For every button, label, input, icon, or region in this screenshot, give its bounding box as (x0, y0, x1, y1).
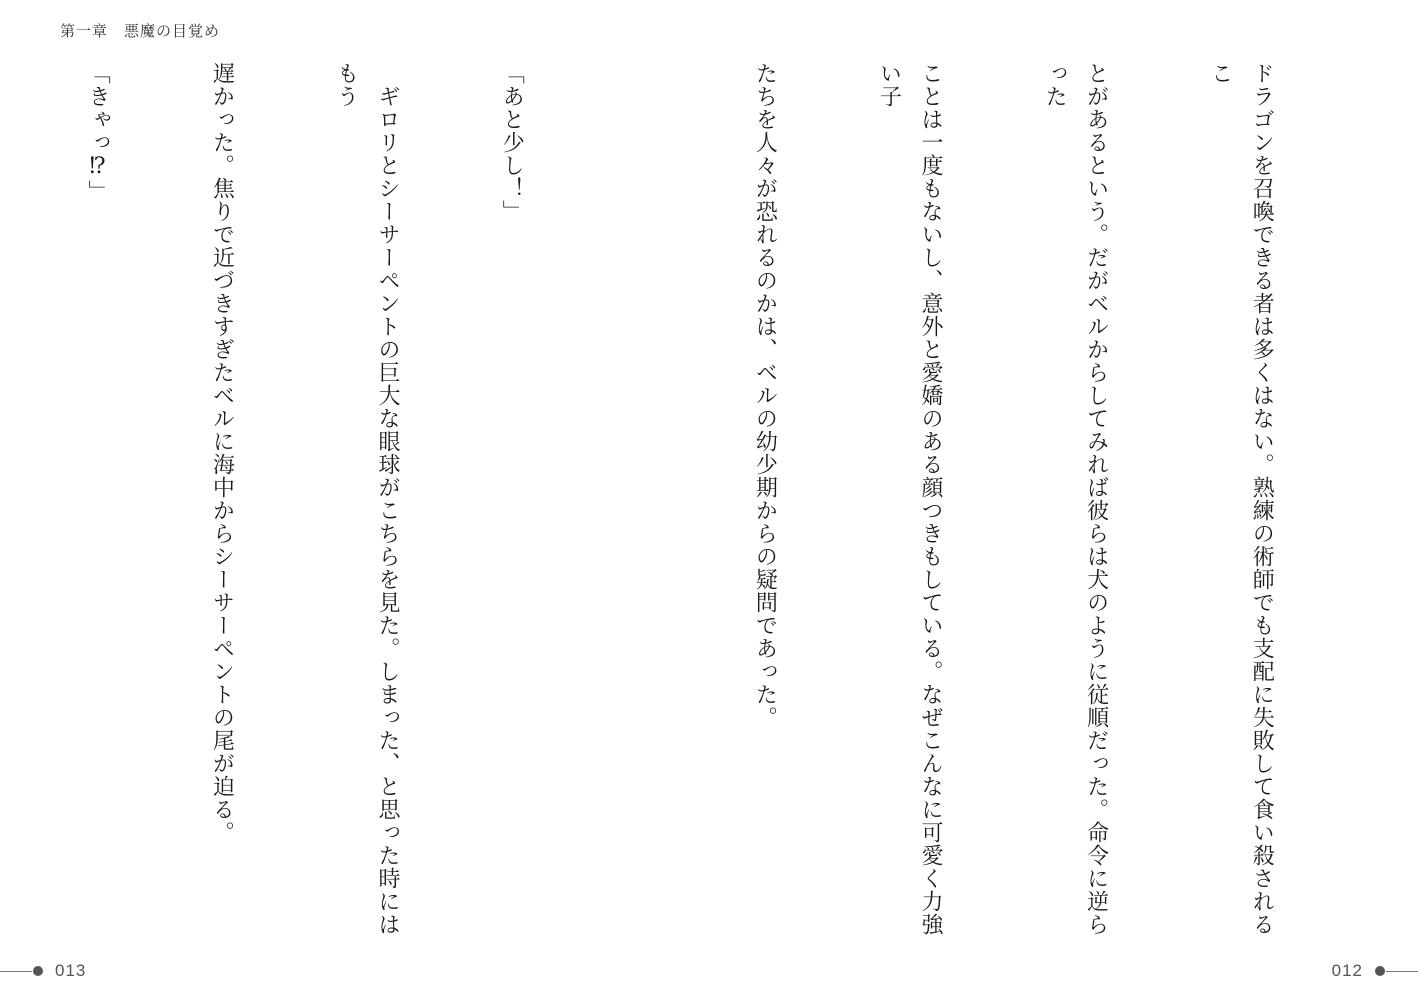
text-line: とがあるという。だがベルからしてみれば彼らは犬のように従順だった。命令に逆らった (1042, 62, 1109, 936)
right-page-text (745, 62, 1365, 942)
left-page (55, 62, 615, 962)
text-line: ドラゴンを召喚できる者は多くはない。熟練の術師でも支配に失敗して食い殺されるこ (1207, 62, 1275, 936)
left-page-footer (0, 960, 120, 984)
page-number: 012 (1331, 961, 1363, 980)
chapter-header: 第一章 悪魔の目覚め (60, 22, 221, 40)
text-line: 「きゃっ⁉」 (85, 62, 111, 203)
right-page-footer (1298, 960, 1418, 984)
left-page-text (55, 62, 615, 942)
text-line: ことは一度もないし、意外と愛嬌のある顔つきもしている。なぜこんなに可愛く力強い子 (876, 62, 943, 936)
footer-dot-icon (33, 966, 43, 976)
page-number: 013 (55, 961, 87, 980)
text-line: ギロリとシーサーペントの巨大な眼球がこちらを見た。しまった、と思った時にはもう (333, 62, 400, 936)
text-line: 遅かった。焦りで近づきすぎたベルに海中からシーサーペントの尾が迫る。 (209, 62, 235, 844)
text-line: 「あと少し！」 (499, 62, 525, 223)
footer-rule (0, 971, 32, 972)
right-page (745, 62, 1365, 962)
footer-dot-icon (1375, 966, 1385, 976)
footer-rule (1386, 971, 1418, 972)
text-line: たちを人々が恐れるのかは、ベルの幼少期からの疑問であった。 (752, 62, 778, 729)
